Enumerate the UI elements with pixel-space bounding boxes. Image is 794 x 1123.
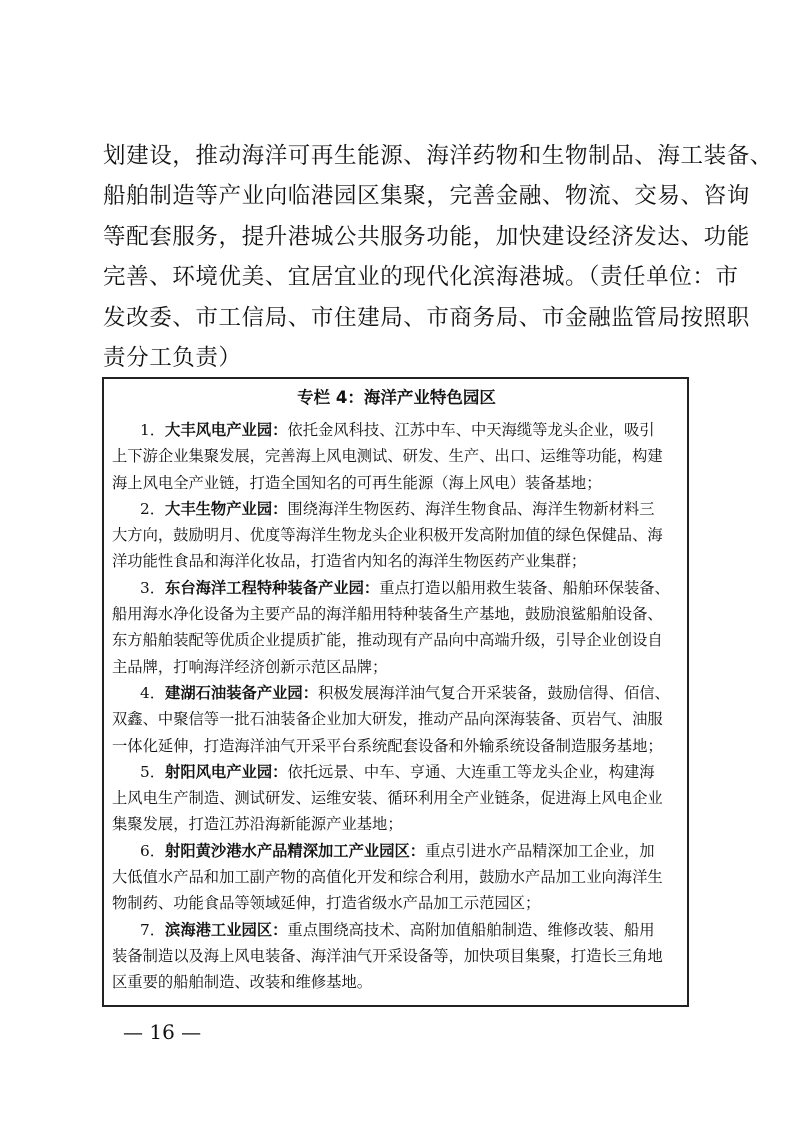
park-item-number: 6． <box>140 841 166 860</box>
park-item-line <box>112 680 681 706</box>
paragraph-line: 完善、环境优美、宜居宜业的现代化滨海港城。（责任单位：市 <box>103 264 739 291</box>
park-item-name: 滨海港工业园区： <box>165 920 288 939</box>
park-item-line <box>112 654 681 680</box>
park-item <box>112 838 681 917</box>
park-item-line <box>112 443 681 469</box>
park-item-text: 上下游企业集聚发展，完善海上风电测试、研发、生产、出口、运维等功能，构建 <box>112 447 663 466</box>
park-item-text: 主品牌，打响海洋经济创新示范区品牌； <box>112 657 388 676</box>
park-item-number: 4． <box>140 683 166 702</box>
park-item-line <box>112 864 681 890</box>
park-item-text: 东方船舶装配等优质企业提质扩能，推动现有产品向中高端升级，引导企业创设自 <box>112 631 663 650</box>
park-item-name: 射阳黄沙港水产品精深加工产业园区： <box>165 841 426 860</box>
park-item-line <box>112 627 681 653</box>
park-item <box>112 680 681 759</box>
park-item-number: 3． <box>140 578 166 597</box>
park-item-line <box>112 811 681 837</box>
park-item-name: 大丰风电产业园： <box>165 421 288 439</box>
paragraph-line: 发改委、市工信局、市住建局、市商务局、市金融监管局按照职 <box>103 304 750 331</box>
park-item-text: 大低值水产品和加工副产物的高值化开发和综合利用，鼓励水产品加工业向海洋生 <box>112 868 663 887</box>
park-item-line <box>112 575 681 601</box>
park-item-text: 重点引进水产品精深加工企业，加 <box>425 841 655 860</box>
park-item-name: 东台海洋工程特种装备产业园： <box>165 578 380 597</box>
park-item-text: 重点围绕高技术、高附加值船舶制造、维修改装、船用 <box>287 920 655 939</box>
park-item <box>112 417 681 496</box>
park-item-line <box>112 470 681 496</box>
park-item-text: 重点打造以船用救生装备、船舶环保装备、 <box>379 578 670 597</box>
park-item <box>112 917 681 996</box>
park-item-line <box>112 785 681 811</box>
park-item-line <box>112 706 681 732</box>
park-item-text: 积极发展海洋油气复合开采装备，鼓励信得、佰信、 <box>318 683 670 702</box>
park-item-line <box>112 890 681 916</box>
body-paragraph <box>103 136 773 378</box>
park-item-text: 洋功能性食品和海洋化妆品，打造省内知名的海洋生物医药产业集群； <box>112 552 587 571</box>
paragraph-line: 等配套服务，提升港城公共服务功能，加快建设经济发达、功能 <box>103 223 750 250</box>
park-item <box>112 575 681 680</box>
park-item-text: 集聚发展，打造江苏沿海新能源产业基地； <box>112 815 403 834</box>
park-item-line <box>112 969 681 995</box>
park-item-line <box>112 943 681 969</box>
park-item-text: 围绕海洋生物医药、海洋生物食品、海洋生物新材料三 <box>287 499 655 518</box>
park-item-number: 1． <box>140 421 166 439</box>
park-item-text: 物制药、功能食品等领域延伸，打造省级水产品加工示范园区； <box>112 894 541 913</box>
park-item-text: 双鑫、中聚信等一批石油装备企业加大研发，推动产品向深海装备、页岩气、油服 <box>112 710 663 729</box>
park-item-text: 装备制造以及海上风电装备、海洋油气开采设备等，加快项目集聚，打造长三角地 <box>112 946 663 965</box>
park-item-text: 一体化延伸，打造海洋油气开采平台系统配套设备和外输系统设备制造服务基地； <box>112 736 663 755</box>
park-item-text: 依托金风科技、江苏中车、中天海缆等龙头企业，吸引 <box>287 421 655 439</box>
park-item <box>112 759 681 838</box>
park-item-number: 5． <box>140 762 166 781</box>
box-title: 专栏 4：海洋产业特色园区 <box>297 388 496 407</box>
special-column-box <box>102 377 689 1007</box>
park-item-text: 海上风电全产业链，打造全国知名的可再生能源（海上风电）装备基地； <box>112 473 602 492</box>
park-item-line <box>112 733 681 759</box>
park-item-text: 大方向，鼓励明月、优度等海洋生物龙头企业积极开发高附加值的绿色保健品、海 <box>112 526 663 545</box>
paragraph-line: 船舶制造等产业向临港园区集聚，完善金融、物流、交易、咨询 <box>103 183 750 210</box>
park-item-number: 7． <box>140 920 166 939</box>
park-item-name: 大丰生物产业园： <box>165 499 288 518</box>
paragraph-line: 责分工负责） <box>103 345 242 372</box>
park-item-line <box>112 917 681 943</box>
park-item-line <box>112 496 681 522</box>
park-item-name: 射阳风电产业园： <box>165 762 288 781</box>
park-item-text: 船用海水净化设备为主要产品的海洋船用特种装备生产基地，鼓励浪鲨船舶设备、 <box>112 605 663 624</box>
park-item-line <box>112 759 681 785</box>
park-item-line <box>112 548 681 574</box>
park-item-line <box>112 417 681 443</box>
park-item-text: 上风电生产制造、测试研发、运维安装、循环利用全产业链条，促进海上风电企业 <box>112 789 663 808</box>
park-item <box>112 496 681 575</box>
park-list <box>112 417 681 996</box>
page-number: — 16 — <box>123 1020 202 1044</box>
park-item-text: 依托远景、中车、亨通、大连重工等龙头企业，构建海 <box>287 762 655 781</box>
park-item-line <box>112 522 681 548</box>
park-item-line <box>112 601 681 627</box>
park-item-text: 区重要的船舶制造、改装和维修基地。 <box>112 973 373 992</box>
park-item-line <box>112 838 681 864</box>
park-item-number: 2． <box>140 499 166 518</box>
paragraph-line: 划建设，推动海洋可再生能源、海洋药物和生物制品、海工装备、 <box>103 143 773 169</box>
park-item-name: 建湖石油装备产业园： <box>165 683 319 702</box>
